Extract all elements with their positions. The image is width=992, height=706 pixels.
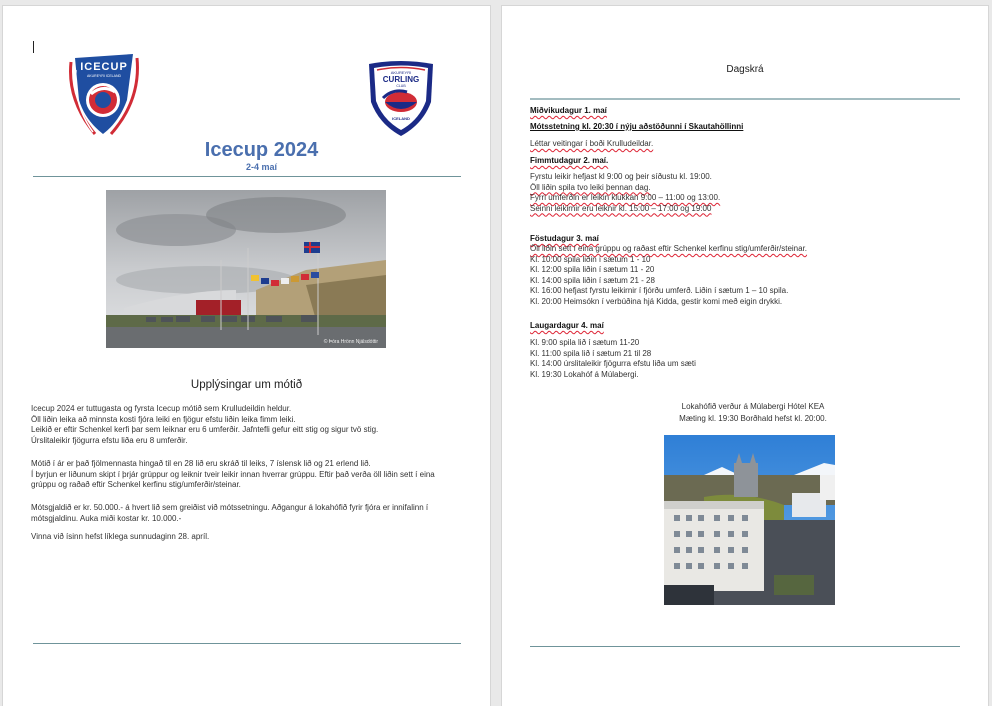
text-line: Icecup 2024 er tuttugasta og fyrsta Icecup mótið sem Krulludeildin heldur.: [31, 404, 292, 413]
text-line: grúppu og raðað eftir Schenkel kerfinu stig/umferðir/steinar.: [31, 480, 241, 489]
document-page-2[interactable]: [502, 6, 988, 706]
schedule-line: Kl. 14:00 úrslitaleikir fjögurra efstu liða um sæti: [530, 359, 696, 368]
text-line: Öll liðin leika að minnsta kosti fjóra leiki en fjögur efstu liðin leika fimm leiki.: [31, 414, 296, 424]
schedule-line: Kl. 16:00 hefjast fyrstu leikirnir í fjórðu umferð. Liðin í sætum 1 – 10 spila.: [530, 286, 789, 295]
schedule-line: Kl. 20:00 Heimsókn í verbúðina hjá Kidda, gestir komi með eigin drykki.: [530, 296, 783, 306]
text-line: Úrslitaleikir fjögurra efstu liða eru 8 umferðir.: [31, 435, 188, 445]
svg-text:CURLING: CURLING: [382, 75, 420, 84]
text-line: Mótsgjaldið er kr. 50.000.- á hvert lið sem greiðist við mótssetningu. Aðgangur á lokahófið fyrir fjóra er innifalinn í: [31, 503, 429, 512]
schedule-line: Fyrstu leikir hefjast kl 9:00 og þeir síðustu kl. 19:00.: [530, 172, 712, 181]
opening-ceremony-line: Mótsstetning kl. 20:30 í nýju aðstöðunni í Skautahöllinni: [530, 122, 744, 131]
thursday-heading: Fimmtudagur 2. maí.: [530, 156, 609, 165]
schedule-line: Kl. 10:00 spila liðin í sætum 1 - 10: [530, 254, 651, 264]
svg-text:ICECUP: ICECUP: [80, 61, 128, 73]
schedule-line: Kl. 19:30 Lokahóf á Múlabergi.: [530, 369, 639, 379]
closing-party-time: Mæting kl. 19:30 Borðhald hefst kl. 20:00.: [679, 414, 827, 423]
info-paragraph-2: [31, 459, 435, 491]
svg-text:© Þóra Hrönn Njálsdóttir: © Þóra Hrönn Njálsdóttir: [323, 339, 378, 345]
info-paragraph-1: [31, 404, 378, 446]
footer-rule: [33, 643, 461, 644]
icecup-logo: [65, 50, 143, 136]
friday-schedule: [530, 244, 807, 307]
saturday-heading: Laugardagur 4. maí: [530, 321, 604, 330]
friday-heading: Föstudagur 3. maí: [530, 234, 599, 243]
schedule-line: Kl. 12:00 spila liðin í sætum 11 - 20: [530, 265, 655, 274]
svg-text:ICELAND: ICELAND: [392, 116, 410, 121]
svg-text:AKUREYRI ICELAND: AKUREYRI ICELAND: [86, 74, 122, 78]
text-line: Leikið er eftir Schenkel kerfi þar sem leiknar eru 6 umferðir. Jafntefli gefur eitt stig og sigur tvö stig.: [31, 425, 379, 434]
refreshments-line: [530, 139, 653, 148]
schedule-line: Fyrri umferðin er leikin klukkan 9:00 – 11:00 og 13:00.: [530, 193, 721, 202]
text-line: Vinna við ísinn hefst líklega sunnudaginn 28. apríl.: [31, 532, 210, 541]
skating-hall-photo: [106, 190, 386, 348]
text-line: Léttar veitingar í boði Krulludeildar.: [530, 139, 654, 148]
header-rule: [33, 176, 461, 177]
text-line: mótsgjaldinu. Auka miði kostar kr. 10.000.-: [31, 513, 182, 523]
text-cursor: [33, 41, 34, 53]
hotel-kea-photo: [664, 435, 835, 605]
info-paragraph-4: [31, 532, 209, 543]
wednesday-heading: Miðvikudagur 1. maí: [530, 106, 607, 115]
svg-text:CLUB: CLUB: [396, 84, 406, 88]
document-title: Icecup 2024: [204, 139, 319, 161]
svg-text:AKUREYRI: AKUREYRI: [390, 70, 412, 75]
header-rule: [530, 98, 960, 100]
thursday-schedule: [530, 172, 720, 214]
saturday-schedule: [530, 338, 696, 380]
schedule-heading: Dagskrá: [726, 64, 764, 75]
document-page-1[interactable]: [3, 6, 490, 706]
schedule-line: Kl. 14:00 spila liðin í sætum 21 - 28: [530, 275, 655, 285]
info-section-heading: Upplýsingar um mótið: [190, 379, 303, 391]
schedule-line: Seinni leikirnir eru leiknir kl. 15:00 – 17:00 og 19:00: [530, 203, 712, 213]
text-line: Í byrjun er liðunum skipt í þrjár grúppur og leiknir tveir leikir innan hverrar grúppu. Eftir það verða öll liðin sett í eina: [31, 469, 435, 479]
schedule-line: Öll liðin spila tvo leiki þennan dag.: [530, 182, 651, 192]
schedule-line: Kl. 9:00 spila lið í sætum 11-20: [530, 338, 640, 347]
schedule-line: Kl. 11:00 spila lið í sætum 21 til 28: [530, 348, 652, 358]
closing-party-location: Lokahófið verður á Múlabergi Hótel KEA: [681, 402, 825, 411]
text-line: Mótið í ár er það fjölmennasta hingað til en 28 lið eru skráð til leiks, 7 íslensk lið og 21 erlend lið.: [31, 459, 371, 468]
akureyri-curling-club-logo: [363, 58, 439, 138]
schedule-line: Öll liðin sett í eina grúppu og raðast eftir Schenkel kerfinu stig/umferðir/steinar.: [530, 244, 808, 253]
info-paragraph-3: [31, 503, 428, 524]
footer-rule: [530, 646, 960, 647]
document-dates: 2-4 maí: [245, 162, 278, 172]
